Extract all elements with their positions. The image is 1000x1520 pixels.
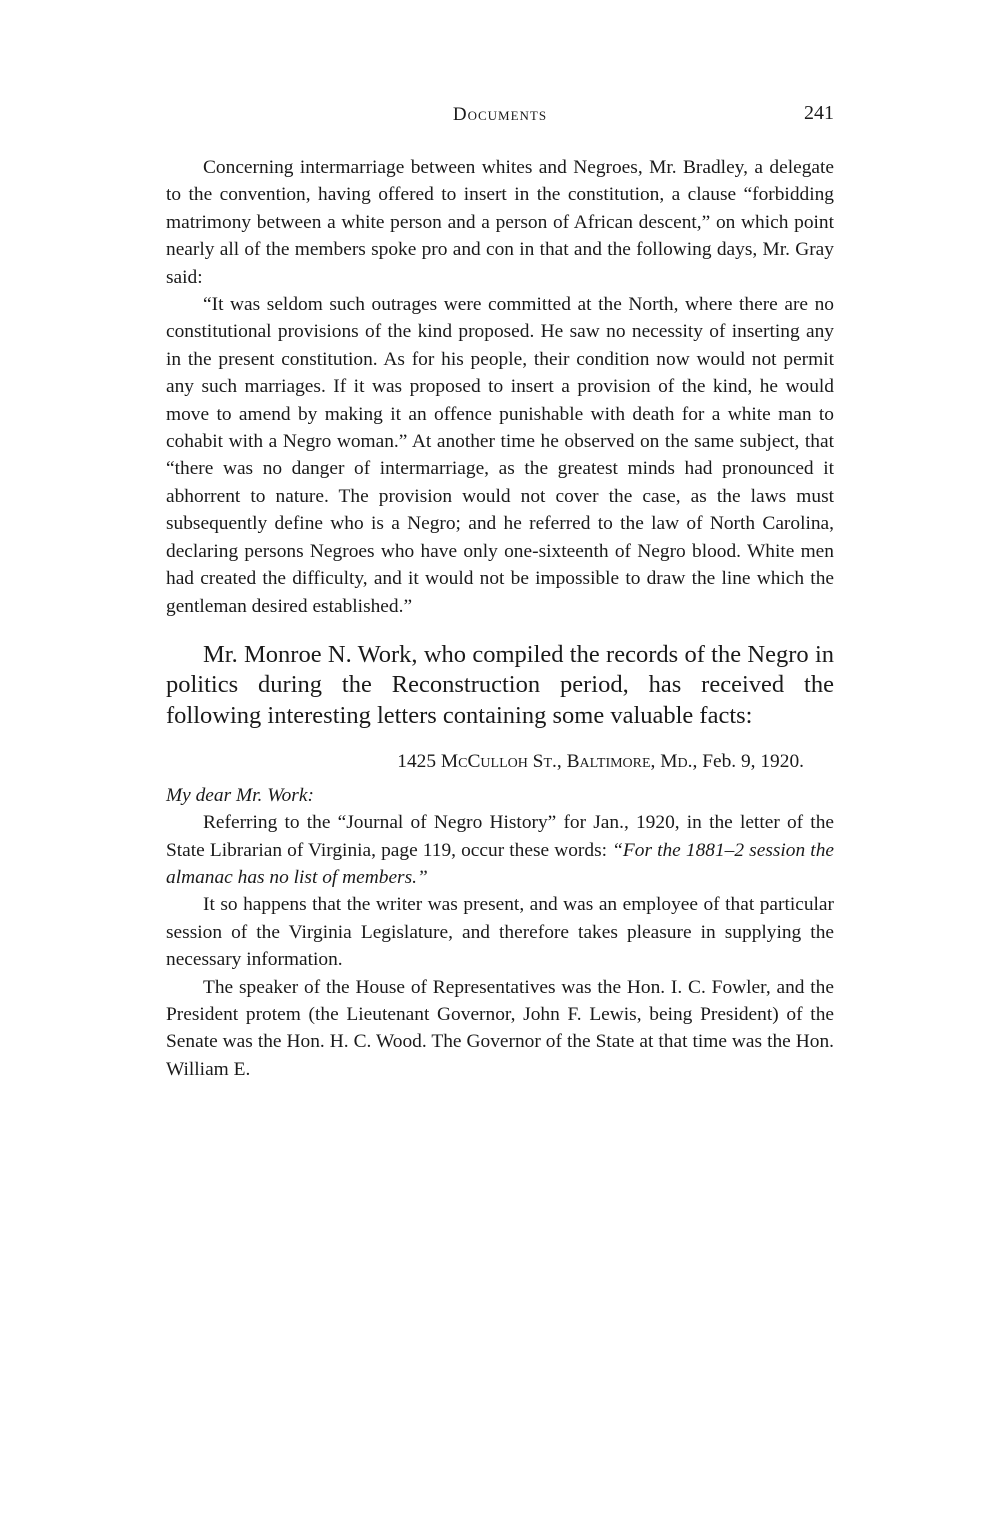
letter-dateline [166, 748, 834, 775]
almanac-quote: “For the 1881–2 session the almanac has no list of members.” [166, 839, 834, 889]
letter-paragraph-1 [166, 809, 834, 891]
dateline-number: 1425 [397, 751, 437, 773]
letter [166, 748, 834, 1083]
letter-paragraph-3: The speaker of the House of Representatives was the Hon. I. C. Fowler, and the President protem (the Lieutenant Governor, John F. Lewis, being President) of the Senate was the Hon. H. C. Wood. The Governor of the State at that time was the Hon. William E. [166, 976, 834, 1080]
dateline-street: McCulloh St., [440, 751, 562, 773]
dateline-state: Md., [660, 751, 698, 773]
running-title: Documents [452, 104, 548, 125]
dateline-date: Feb. 9, 1920. [702, 751, 804, 773]
paragraph-intermarriage-context: Concerning intermarriage between whites and Negroes, Mr. Bradley, a delegate to the convention, having offered to insert in the constitution, a clause “forbidding matrimony between a white person and a person of African descent,” on which point nearly all of the members spoke pro and con in that and the following days, Mr. Gray said: [166, 157, 834, 288]
dateline-city: Baltimore, [566, 751, 656, 773]
page-number: 241 [804, 102, 834, 124]
document-page [166, 100, 834, 1083]
convention-debate-excerpt [166, 154, 834, 620]
editorial-intro [166, 640, 834, 732]
letter-salutation: My dear Mr. Work: [166, 784, 314, 806]
letter-paragraph-1-text: Referring to the “Journal of Negro History” for Jan., 1920, in the letter of the State Librarian of Virginia, page 119, occur these words: [166, 812, 834, 861]
paragraph-gray-quote: “It was seldom such outrages were committed at the North, where there are no constitutional provisions of the kind proposed. He saw no necessity of inserting any in the present constitution. As for his people, their condition now would not permit any such marriages. If it was proposed to insert a provision of the kind, he would move to amend by making it an offence punishable with death for a white man to cohabit with a Negro woman.” At another time he observed on the same subject, that “there was no danger of intermarriage, as the greatest minds had pronounced it abhorrent to nature. The provision would not cover the case, as the laws must subsequently define who is a Negro; and he referred to the law of North Carolina, declaring persons Negroes who have only one-sixteenth of Negro blood. White men had created the difficulty, and it would not be impossible to draw the line which the gentleman desired established.” [166, 294, 834, 617]
paragraph-work-intro: Mr. Monroe N. Work, who compiled the records of the Negro in politics during the Reconstruction period, has received the following interesting letters containing some valuable facts: [166, 640, 834, 729]
running-head [166, 100, 834, 134]
letter-paragraph-2: It so happens that the writer was present, and was an employee of that particular session of the Virginia Legislature, and therefore takes pleasure in supplying the necessary information. [166, 894, 834, 971]
